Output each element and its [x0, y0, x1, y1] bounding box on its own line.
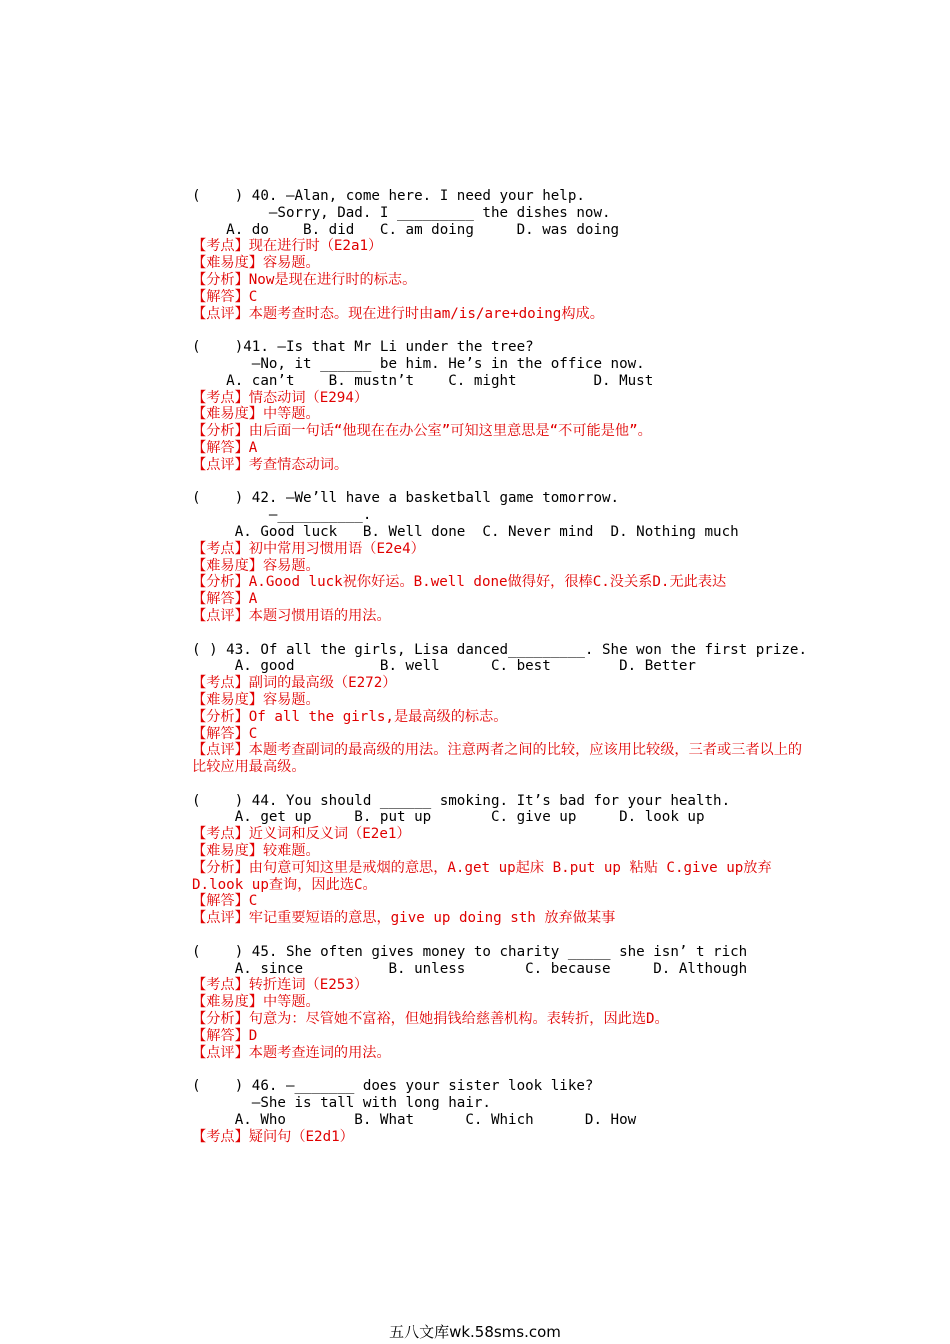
kaodian: 【考点】近义词和反义词（E2e1）	[192, 826, 411, 843]
question-options: A. do B. did C. am doing D. was doing	[192, 221, 620, 238]
question-reply: —Sorry, Dad. I _________ the dishes now.	[192, 204, 611, 221]
jieda: 【解答】C	[192, 725, 258, 742]
jieda: 【解答】A	[192, 591, 258, 608]
jieda: 【解答】D	[192, 1027, 258, 1044]
question-options: A. Who B. What C. Which D. How	[192, 1111, 637, 1128]
document-body	[192, 188, 812, 1162]
footer-watermark: 五八文库wk.58sms.com	[389, 1323, 561, 1341]
dianping: 【点评】本题习惯用语的用法。	[192, 607, 391, 624]
question-options: A. Good luck B. Well done C. Never mind D. Nothing much	[192, 523, 739, 540]
nanyi: 【难易度】容易题。	[192, 557, 320, 574]
dianping: 【点评】本题考查时态。现在进行时由am/is/are+doing构成。	[192, 305, 604, 322]
question-options: A. good B. well C. best D. Better	[192, 658, 696, 675]
jieda: 【解答】A	[192, 439, 258, 456]
question-stem: ( ) 46. —_______ does your sister look like?	[192, 1078, 594, 1095]
kaodian: 【考点】初中常用习惯用语（E2e4）	[192, 540, 425, 557]
nanyi: 【难易度】较难题。	[192, 843, 320, 860]
question-reply: —She is tall with long hair.	[192, 1095, 491, 1112]
question-stem: ( )41. —Is that Mr Li under the tree?	[192, 339, 534, 356]
question-stem: ( ) 43. Of all the girls, Lisa danced_________. She won the first prize.	[192, 641, 807, 658]
fenxi: 【分析】句意为：尽管她不富裕，但她捐钱给慈善机构。表转折，因此选D。	[192, 1011, 669, 1028]
kaodian: 【考点】副词的最高级（E272）	[192, 675, 397, 692]
dianping: 【点评】考查情态动词。	[192, 456, 349, 473]
question-reply: —No, it ______ be him. He’s in the office now.	[192, 355, 645, 372]
jieda: 【解答】C	[192, 893, 258, 910]
question-options: A. since B. unless C. because D. Although	[192, 960, 748, 977]
question-options: A. can’t B. mustn’t C. might D. Must	[192, 372, 654, 389]
kaodian: 【考点】转折连词（E253）	[192, 977, 369, 994]
question-40	[192, 188, 812, 322]
question-stem: ( ) 44. You should ______ smoking. It’s bad for your health.	[192, 792, 731, 809]
nanyi: 【难易度】中等题。	[192, 994, 320, 1011]
question-stem: ( ) 42. —We’ll have a basketball game tomorrow.	[192, 490, 620, 507]
question-41	[192, 339, 812, 473]
fenxi: 【分析】由句意可知这里是戒烟的意思，A.get up起床 B.put up 粘贴 C.give up放弃 D.look up查询，因此选C。	[192, 859, 772, 893]
dianping: 【点评】牢记重要短语的意思，give up doing sth 放弃做某事	[192, 910, 616, 927]
question-46	[192, 1078, 812, 1145]
dianping: 【点评】本题考查连词的用法。	[192, 1044, 391, 1061]
nanyi: 【难易度】容易题。	[192, 255, 320, 272]
kaodian: 【考点】情态动词（E294）	[192, 389, 369, 406]
question-44	[192, 793, 812, 927]
fenxi: 【分析】A.Good luck祝你好运。B.well done做得好，很棒C.没关系D.无此表达	[192, 574, 727, 591]
question-stem: ( ) 40. —Alan, come here. I need your help.	[192, 188, 585, 204]
nanyi: 【难易度】容易题。	[192, 691, 320, 708]
kaodian: 【考点】现在进行时（E2a1）	[192, 238, 383, 255]
question-options: A. get up B. put up C. give up D. look up	[192, 809, 705, 826]
dianping: 【点评】本题考查副词的最高级的用法。注意两者之间的比较，应该用比较级，三者或三者以上的比较应用最高级。	[192, 742, 803, 776]
question-stem: ( ) 45. She often gives money to charity _____ she isn’ t rich	[192, 943, 748, 960]
nanyi: 【难易度】中等题。	[192, 406, 320, 423]
jieda: 【解答】C	[192, 288, 258, 305]
question-reply: —__________.	[192, 507, 372, 524]
fenxi: 【分析】由后面一句话“他现在在办公室”可知这里意思是“不可能是他”。	[192, 423, 652, 440]
question-42	[192, 490, 812, 624]
question-45	[192, 944, 812, 1062]
fenxi: 【分析】Now是现在进行时的标志。	[192, 271, 417, 288]
question-43	[192, 642, 812, 776]
fenxi: 【分析】Of all the girls,是最高级的标志。	[192, 708, 508, 725]
kaodian: 【考点】疑问句（E2d1）	[192, 1128, 354, 1145]
